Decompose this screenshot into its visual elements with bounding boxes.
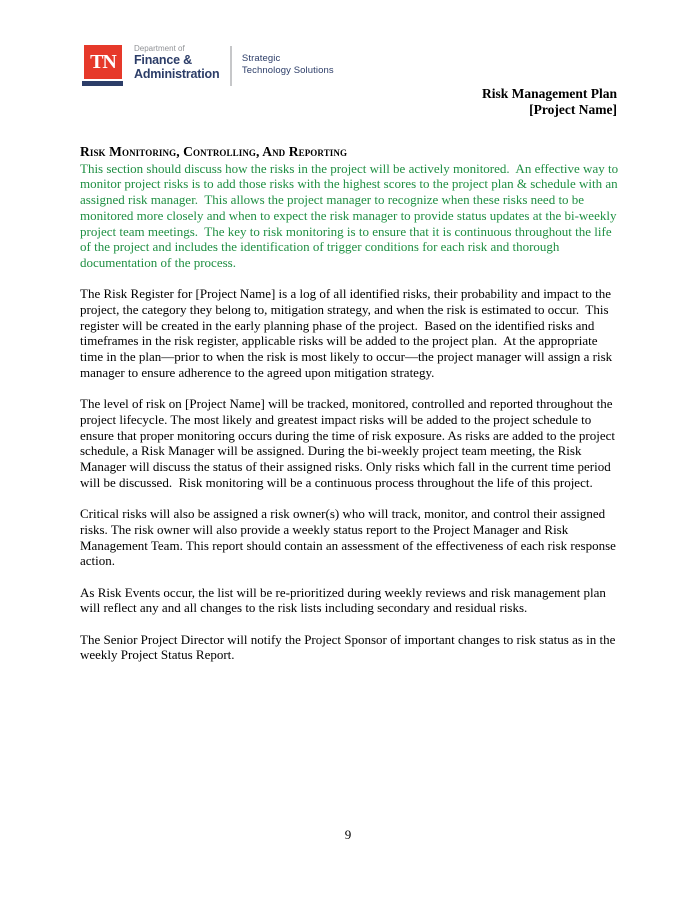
body-paragraph-2: The level of risk on [Project Name] will be tracked, monitored, controlled and reported throughout the project lifecycle. The most likely and greatest impact risks will be added to the project schedule to ensure that proper monitoring occurs during the time of risk exposure. As risks are added to the project schedule, a Risk Manager will be assigned. During the bi-weekly project team meeting, the Risk Manager will discuss the status of their assigned risks. Only risks which fall in the current time period will be discussed. Risk monitoring will be a continuous process throughout the life of this project. <box>80 396 619 490</box>
page-footer <box>0 827 696 843</box>
body-paragraph-4: As Risk Events occur, the list will be re-prioritized during weekly reviews and risk management plan will reflect any and all changes to the risk lists including secondary and residual risks. <box>80 584 610 616</box>
document-title-line2: [Project Name] <box>529 101 617 117</box>
section-heading: Risk Monitoring, Controlling, And Reporting <box>80 144 348 159</box>
document-title <box>482 86 617 117</box>
division-name-line2: Technology Solutions <box>241 65 334 76</box>
agency-name-line1: Finance & <box>134 53 192 67</box>
agency-name-block <box>134 44 219 81</box>
department-of-label: Department of <box>134 44 185 53</box>
agency-name-line2: Administration <box>134 67 220 81</box>
logo-underline <box>82 81 123 86</box>
document-title-line1: Risk Management Plan <box>482 86 617 101</box>
division-name-block <box>242 53 334 77</box>
division-name-line1: Strategic <box>241 53 281 64</box>
document-body <box>80 144 621 679</box>
page-number: 9 <box>344 827 352 842</box>
tn-finance-admin-logo <box>84 44 334 86</box>
body-paragraph-3: Critical risks will also be assigned a risk owner(s) who will track, monitor, and control their assigned risks. The risk owner will also provide a weekly status report to the Project Manager and Risk Management Team. This report should contain an assessment of the effectiveness of each risk response action. <box>80 506 620 569</box>
body-paragraph-1: The Risk Register for [Project Name] is a log of all identified risks, their probability and impact to the project, the category they belong to, mitigation strategy, and when the risk is estimated to occur. This register will be created in the early planning phase of the project. Based on the identified risks and timeframes in the risk register, applicable risks will be added to the project plan. At the appropriate time in the plan—prior to when the risk is most likely to occur—the project manager will assign a risk manager to ensure adherence to the agreed upon mitigation strategy. <box>80 286 616 380</box>
body-paragraph-5: The Senior Project Director will notify the Project Sponsor of important changes to risk status as in the weekly Project Status Report. <box>80 631 619 663</box>
logo-divider <box>230 46 232 86</box>
instruction-paragraph: This section should discuss how the risks in the project will be actively monitored. An effective way to monitor project risks is to add those risks with the highest scores to the project plan & schedule with an assigned risk manager. This allows the project manager to recognize when these risks need to be monitored more closely and when to expect the risk manager to provide status updates at the bi-weekly project team meetings. The key to risk monitoring is to ensure that it is continuous throughout the life of the project and includes the identification of trigger conditions for each risk and thorough documentation of the process. <box>80 160 622 270</box>
tn-logo-mark <box>84 44 125 86</box>
tn-monogram: TN <box>90 50 116 73</box>
tn-logo-icon <box>84 45 122 79</box>
